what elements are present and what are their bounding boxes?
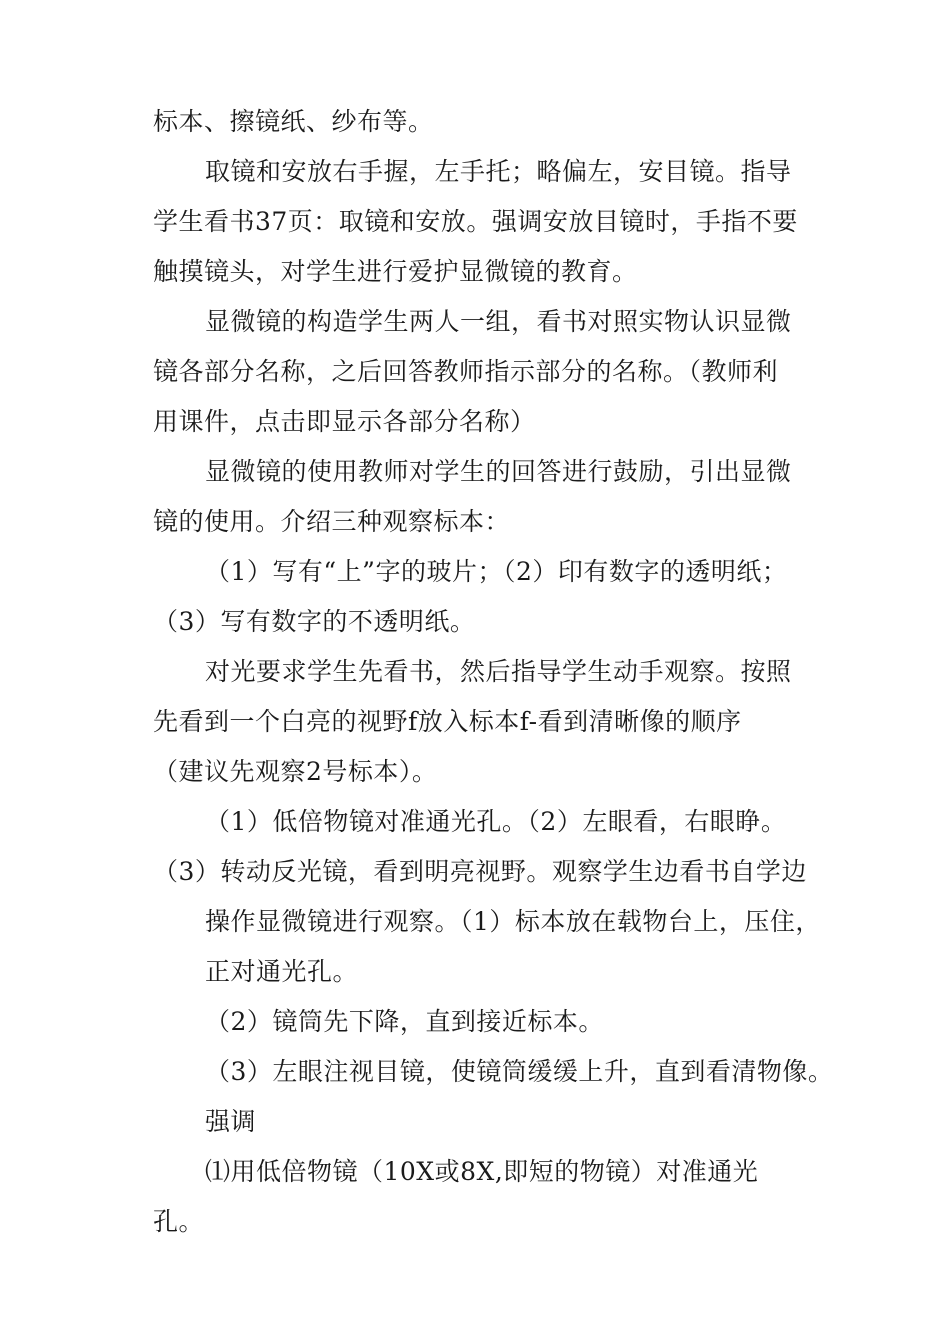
text-line: （3）写有数字的不透明纸。	[153, 607, 476, 636]
text-line: 显微镜的构造学生两人一组，看书对照实物认识显微	[205, 307, 792, 336]
text-line: 镜的使用。介绍三种观察标本：	[153, 507, 511, 536]
text-line: （3）左眼注视目镜，使镜筒缓缓上升，直到看清物像。	[205, 1057, 834, 1086]
text-line: （1）写有“上”字的玻片；（2）印有数字的透明纸；	[205, 557, 788, 586]
text-line: 强调	[205, 1107, 257, 1136]
text-line: 操作显微镜进行观察。（1）标本放在载物台上，压住，	[205, 907, 821, 936]
text-line: 对光要求学生先看书，然后指导学生动手观察。按照	[205, 657, 792, 686]
text-line: 用课件，点击即显示各部分名称）	[153, 407, 536, 436]
text-line: 镜各部分名称，之后回答教师指示部分的名称。（教师利	[153, 357, 779, 386]
text-line: 显微镜的使用教师对学生的回答进行鼓励，引出显微	[205, 457, 792, 486]
text-line: ⑴用低倍物镜（10X或8X,即短的物镜）对准通光	[205, 1157, 759, 1186]
text-line: （2）镜筒先下降，直到接近标本。	[205, 1007, 604, 1036]
text-line: （建议先观察2号标本）。	[153, 757, 438, 786]
text-line: （1）低倍物镜对准通光孔。（2）左眼看，右眼睁。	[205, 807, 787, 836]
text-line: 触摸镜头，对学生进行爱护显微镜的教育。	[153, 257, 638, 286]
text-line: 学生看书37页：取镜和安放。强调安放目镜时，手指不要	[153, 207, 798, 236]
text-line: 标本、擦镜纸、纱布等。	[153, 107, 434, 136]
text-line: 孔。	[153, 1207, 205, 1236]
text-line: 正对通光孔。	[205, 957, 359, 986]
text-line: 取镜和安放右手握，左手托；略偏左，安目镜。指导	[205, 157, 792, 186]
text-line: （3）转动反光镜，看到明亮视野。观察学生边看书自学边	[153, 857, 807, 886]
text-line: 先看到一个白亮的视野f放入标本f-看到清晰像的顺序	[153, 707, 742, 736]
